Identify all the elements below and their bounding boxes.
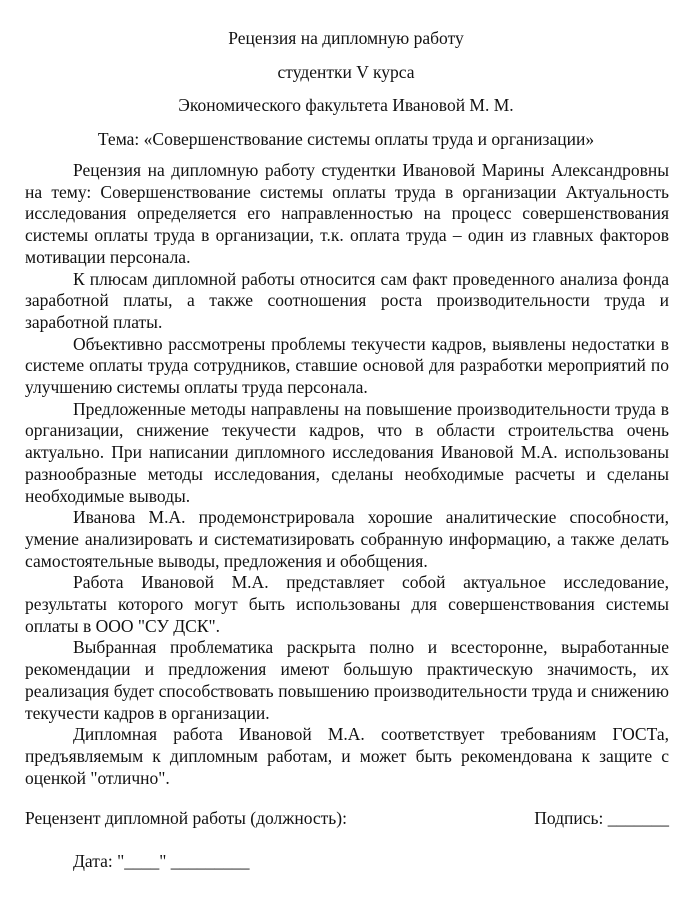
signature-field: Подпись: _______ [534, 808, 669, 828]
paragraph: К плюсам дипломной работы относится сам факт проведенного анализа фонда заработной платы, а также соотношения роста производительности труда и заработной платы. [25, 268, 669, 332]
paragraph: Работа Ивановой М.А. представляет собой актуальное исследование, результаты которого могут быть использованы для совершенствования системы оплаты в ООО "СУ ДСК". [25, 572, 669, 636]
paragraph: Предложенные методы направлены на повышение производительности труда в организации, снижение текучести кадров, что в области строительства очень актуально. При написании дипломного исследования Ивановой М.А. использованы разнообразные методы исследования, сделаны необходимые расчеты и сделаны необходимые выводы. [25, 398, 669, 506]
topic-line: Тема: «Совершенствование системы оплаты труда и организации» [97, 129, 595, 149]
paragraph: Объективно рассмотрены проблемы текучести кадров, выявлены недостатки в системе оплаты труда сотрудников, ставшие основой для разработки мероприятий по улучшению системы оплаты труда персонала. [25, 333, 669, 398]
reviewer-label: Рецензент дипломной работы (должность): [25, 808, 347, 828]
faculty-student-line: Экономического факультета Ивановой М. М. [178, 95, 514, 115]
document-title: Рецензия на дипломную работу [228, 28, 464, 48]
review-body [25, 160, 669, 789]
paragraph: Дипломная работа Ивановой М.А. соответствует требованиям ГОСТа, предъявляемым к дипломным работам, и может быть рекомендована к защите с оценкой "отлично". [25, 724, 669, 788]
student-course-line: студентки V курса [277, 62, 415, 82]
date-field: Дата: "____" _________ [73, 851, 250, 871]
paragraph: Рецензия на дипломную работу студентки Ивановой Марины Александровны на тему: Совершенствование системы оплаты труда в организации Актуальность исследования определяется его направленностью на процесс совершенствования системы оплаты труда в организации, т.к. оплата труда – один из главных факторов мотивации персонала. [25, 160, 669, 267]
paragraph: Иванова М.А. продемонстрировала хорошие аналитические способности, умение анализировать и систематизировать собранную информацию, а также делать самостоятельные выводы, предложения и обобщения. [25, 507, 669, 571]
paragraph: Выбранная проблематика раскрыта полно и всесторонне, выработанные рекомендации и предложения имеют большую практическую значимость, их реализация будет способствовать повышению производительности труда и снижению текучести кадров в организации. [25, 637, 669, 723]
